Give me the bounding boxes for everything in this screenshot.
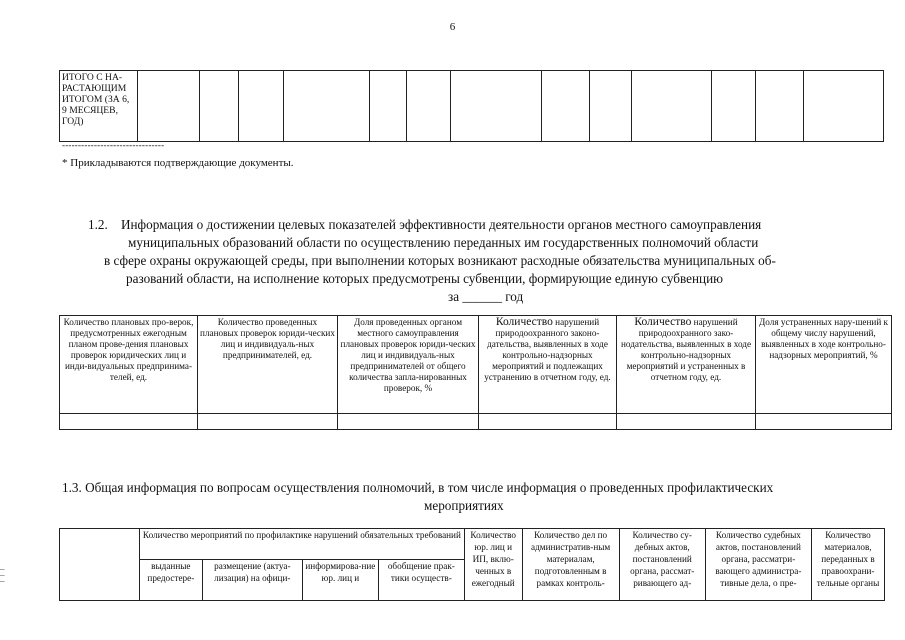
totals-table <box>59 70 884 142</box>
section-1-2-heading <box>60 216 890 306</box>
column-header: Количество плановых про-верок, предусмотренных ежегодным планом прове-дения плановых проверок юридических лиц и инди-видуальных предпринима-телей, ед. <box>60 316 198 414</box>
totals-row-label: ИТОГО С НА-РАСТАЮЩИМ ИТОГОМ (ЗА 6, 9 МЕСЯЦЕВ, ГОД) <box>60 71 138 142</box>
table-cell <box>632 71 712 142</box>
table-cell <box>198 414 338 430</box>
table-cell <box>590 71 632 142</box>
footnote: * Прикладываются подтверждающие документы. <box>62 157 294 169</box>
heading-line: 1.3. Общая информация по вопросам осуществления полномочий, в том числе информация о проведенных профилактических <box>62 480 774 495</box>
sub-column-header: размещение (актуа-лизация) на офици- <box>202 560 302 601</box>
column-header: Доля проведенных органом местного самоуправления плановых проверок юриди-ческих лиц и индивидуаль-ных предпринимателей от общего количества запла-нированных проверок, % <box>338 316 479 414</box>
table-cell <box>451 71 542 142</box>
table-cell <box>284 71 370 142</box>
sub-column-header: информирова-ние юр. лиц и <box>302 560 378 601</box>
column-header: Количество нарушений природоохранного законо-дательства, выявленных в ходе контрольно-надзорных мероприятий и подлежащих устранению в отчетном году, ед. <box>479 316 617 414</box>
indicators-table <box>59 315 892 430</box>
general-info-table <box>59 528 885 601</box>
table-cell <box>138 71 200 142</box>
table-cell <box>60 414 198 430</box>
table-cell <box>338 414 479 430</box>
table-cell <box>712 71 756 142</box>
column-header: Количество проведенных плановых проверок юриди-ческих лиц и индивидуаль-ных предпринимателей, ед. <box>198 316 338 414</box>
table-cell <box>617 414 756 430</box>
table-cell <box>407 71 451 142</box>
table-cell <box>756 414 892 430</box>
table-row <box>60 414 892 430</box>
table-cell <box>60 529 140 601</box>
table-cell <box>370 71 407 142</box>
group-header: Количество мероприятий по профилактике нарушений обязательных требований <box>139 529 464 560</box>
table-cell <box>239 71 284 142</box>
table-cell <box>542 71 590 142</box>
column-header: Доля устраненных нару-шений к общему числу нарушений, выявленных в ходе контрольно-надзорных мероприятий, % <box>756 316 892 414</box>
table-cell <box>200 71 239 142</box>
table-header-row <box>60 316 892 414</box>
margin-marks: – – – <box>0 564 5 586</box>
heading-line: Информация о достижении целевых показателей эффективности деятельности органов местного самоуправления <box>120 217 762 232</box>
table-header-row <box>60 529 885 560</box>
totals-row <box>60 71 884 142</box>
heading-line: в сфере охраны окружающей среды, при выполнении которых возникают расходные обязательства муниципальных об- <box>104 253 776 268</box>
heading-line: разований области, на исполнение которых предусмотрены субвенции, формирующие единую субвенцию <box>126 271 723 286</box>
footnote-separator: -------------------------------- <box>62 140 165 150</box>
heading-line: муниципальных образований области по осуществлению переданных им государственных полномочий области <box>128 235 759 250</box>
sub-column-header: выданные предостере- <box>139 560 202 601</box>
column-header: Количество судебных актов, постановлений органа, рассматри-вающего администра-тивные дела, о пре- <box>705 529 811 601</box>
section-number: 1.2. <box>88 217 108 232</box>
report-period: за ______ год <box>448 289 524 304</box>
table-cell <box>479 414 617 430</box>
heading-line: мероприятиях <box>424 498 504 513</box>
column-header: Количество юр. лиц и ИП, вклю-ченных в ежегодный <box>464 529 522 601</box>
column-header: Количество су-дебных актов, постановлений органа, рассмат-ривающего ад- <box>619 529 705 601</box>
table-cell <box>756 71 804 142</box>
page-number: 6 <box>449 21 456 33</box>
table-cell <box>804 71 884 142</box>
section-1-3-heading <box>60 479 890 515</box>
column-header: Количество материалов, переданных в правоохрани-тельные органы <box>812 529 885 601</box>
sub-column-header: обобщение прак-тики осуществ- <box>378 560 464 601</box>
column-header: Количество дел по административ-ным материалам, подготовленным в рамках контроль- <box>522 529 619 601</box>
column-header: Количество нарушений природоохранного зако-нодательства, выявленных в ходе контрольно-надзорных мероприятий и устраненных в отчетном году, ед. <box>617 316 756 414</box>
